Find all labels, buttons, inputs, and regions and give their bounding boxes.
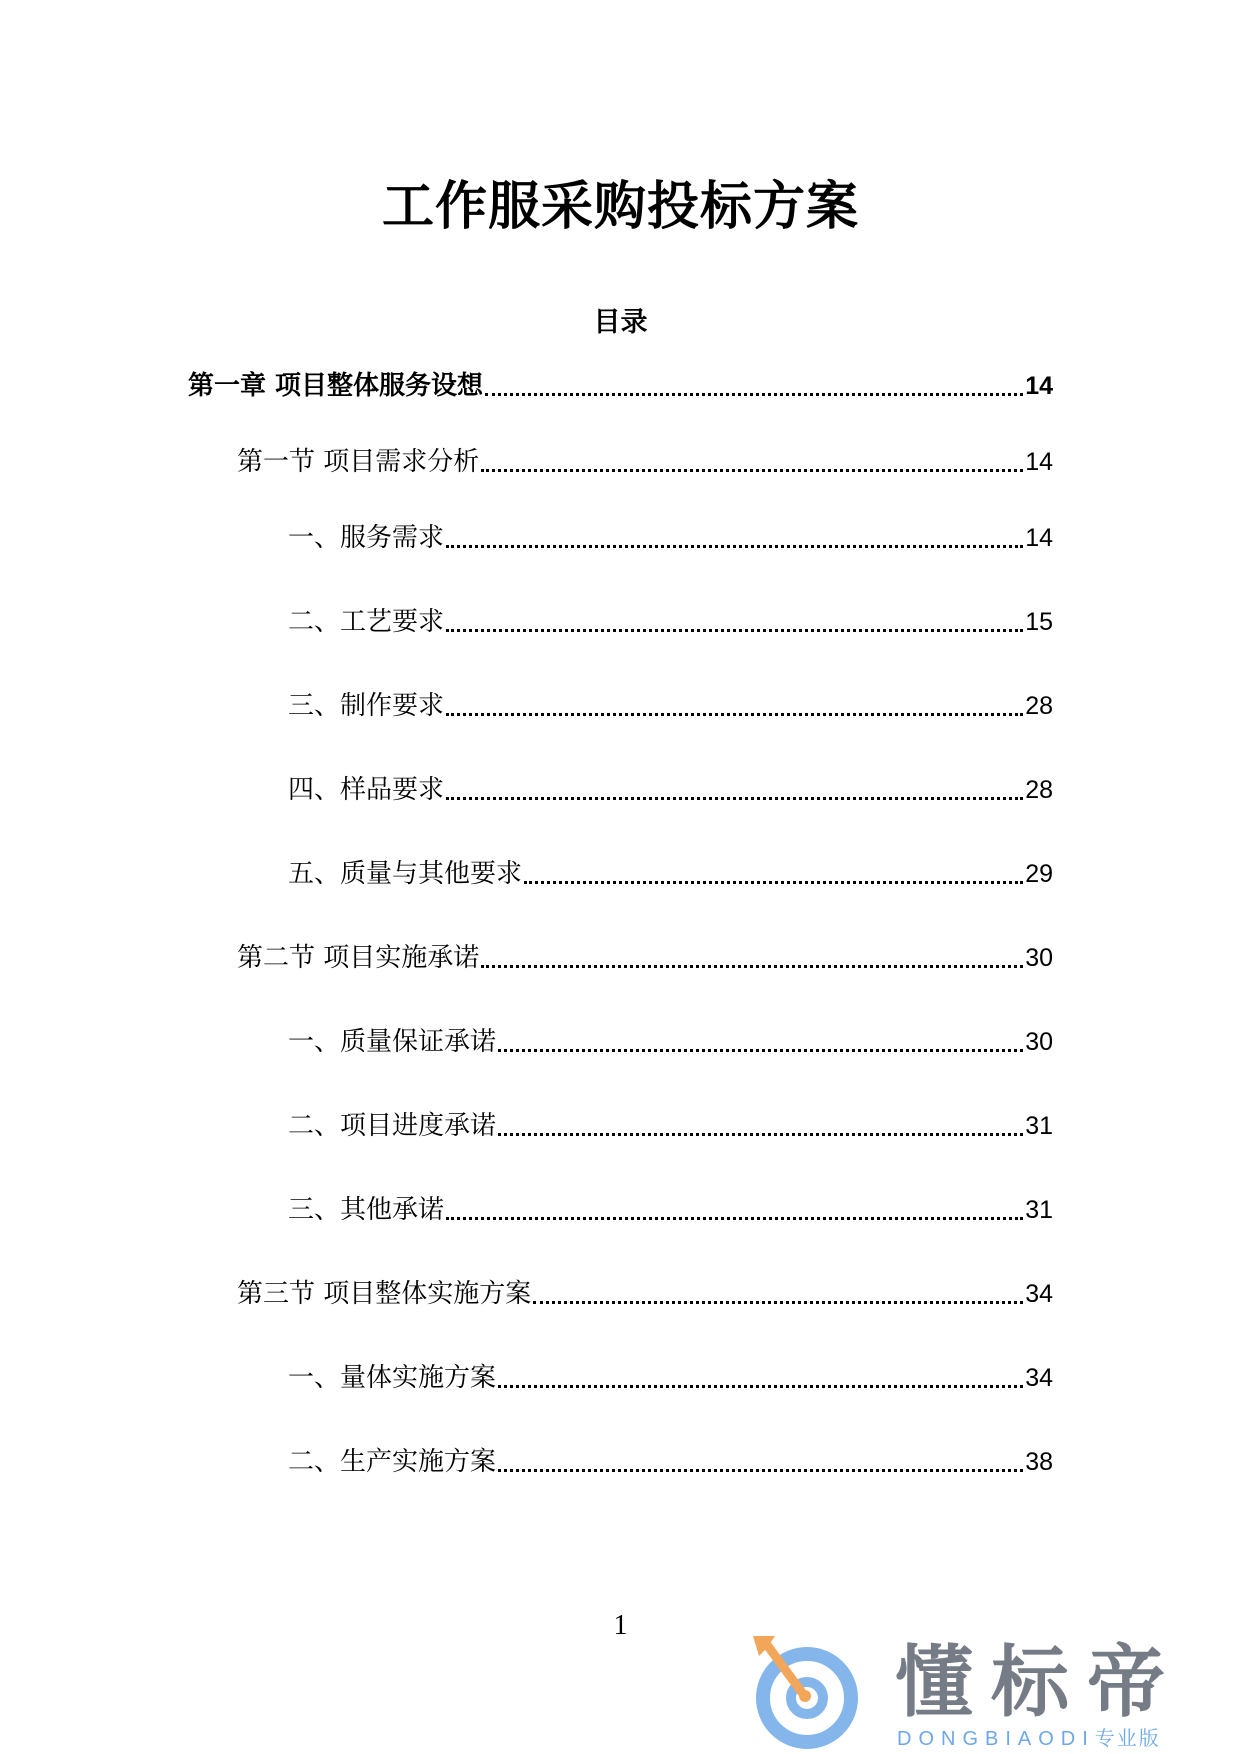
toc-entry[interactable] xyxy=(288,602,1053,642)
toc-entry-label: 一、量体实施方案 xyxy=(288,1363,497,1393)
toc-dot-leader xyxy=(446,1217,1023,1220)
toc-dot-leader xyxy=(533,1301,1023,1304)
toc-dot-leader xyxy=(498,1049,1023,1052)
toc-entry[interactable] xyxy=(288,1022,1053,1062)
toc-dot-leader xyxy=(485,393,1023,396)
toc-entry-page: 28 xyxy=(1025,776,1053,804)
toc-entry-label: 二、项目进度承诺 xyxy=(288,1111,497,1141)
toc-entry-label: 四、样品要求 xyxy=(288,775,445,805)
toc-entry[interactable] xyxy=(288,518,1053,558)
toc-entry-label: 第一章 项目整体服务设想 xyxy=(188,371,484,401)
toc-entry-label: 二、工艺要求 xyxy=(288,607,445,637)
toc-dot-leader xyxy=(524,881,1023,884)
toc-entry-label: 第二节 项目实施承诺 xyxy=(237,943,480,973)
toc-dot-leader xyxy=(446,797,1023,800)
toc-entry-page: 14 xyxy=(1025,448,1053,476)
toc-entry-label: 五、质量与其他要求 xyxy=(288,859,523,889)
brand-watermark xyxy=(745,1632,1233,1750)
toc-entry[interactable] xyxy=(237,938,1053,978)
toc-entry[interactable] xyxy=(188,366,1053,406)
toc-entry-page: 30 xyxy=(1025,944,1053,972)
toc-entry-page: 34 xyxy=(1025,1364,1053,1392)
toc-entry-page: 34 xyxy=(1025,1280,1053,1308)
toc-entry[interactable] xyxy=(288,1358,1053,1398)
toc-entry[interactable] xyxy=(288,1442,1053,1482)
target-arrow-icon xyxy=(745,1632,865,1750)
toc-entry[interactable] xyxy=(288,1190,1053,1230)
watermark-latin: DONGBIAODI xyxy=(897,1728,1095,1750)
toc-dot-leader xyxy=(498,1133,1023,1136)
toc-entry[interactable] xyxy=(288,1106,1053,1146)
toc-entry-page: 29 xyxy=(1025,860,1053,888)
toc-dot-leader xyxy=(481,469,1023,472)
toc-entry-page: 15 xyxy=(1025,608,1053,636)
toc-heading: 目录 xyxy=(593,307,648,338)
toc-entry[interactable] xyxy=(288,854,1053,894)
watermark-brand-name: 懂标帝 xyxy=(895,1638,1184,1728)
toc-entry-label: 三、制作要求 xyxy=(288,691,445,721)
toc-dot-leader xyxy=(481,965,1023,968)
toc-dot-leader xyxy=(446,545,1023,548)
toc-entry-label: 第一节 项目需求分析 xyxy=(237,447,480,477)
toc-entry-label: 一、质量保证承诺 xyxy=(288,1027,497,1057)
toc-entry-page: 14 xyxy=(1025,372,1053,400)
toc-entry-page: 38 xyxy=(1025,1448,1053,1476)
toc-entry-page: 31 xyxy=(1025,1196,1053,1224)
watermark-subtitle xyxy=(897,1726,1161,1751)
toc-entry-label: 一、服务需求 xyxy=(288,523,445,553)
document-title: 工作服采购投标方案 xyxy=(381,177,859,237)
toc-entry[interactable] xyxy=(288,686,1053,726)
toc-entry-label: 第三节 项目整体实施方案 xyxy=(237,1279,532,1309)
toc-entry-label: 三、其他承诺 xyxy=(288,1195,445,1225)
toc-dot-leader xyxy=(446,629,1023,632)
toc-entry-page: 31 xyxy=(1025,1112,1053,1140)
toc-entry[interactable] xyxy=(237,1274,1053,1314)
toc-entry[interactable] xyxy=(288,770,1053,810)
toc-entry-page: 14 xyxy=(1025,524,1053,552)
toc-entry-page: 30 xyxy=(1025,1028,1053,1056)
page-number: 1 xyxy=(613,1610,628,1641)
toc-entry[interactable] xyxy=(237,442,1053,482)
toc-dot-leader xyxy=(498,1385,1023,1388)
toc-entry-label: 二、生产实施方案 xyxy=(288,1447,497,1477)
table-of-contents xyxy=(0,366,1241,1506)
toc-dot-leader xyxy=(498,1469,1023,1472)
watermark-edition: 专业版 xyxy=(1094,1726,1161,1750)
toc-dot-leader xyxy=(446,713,1023,716)
toc-entry-page: 28 xyxy=(1025,692,1053,720)
